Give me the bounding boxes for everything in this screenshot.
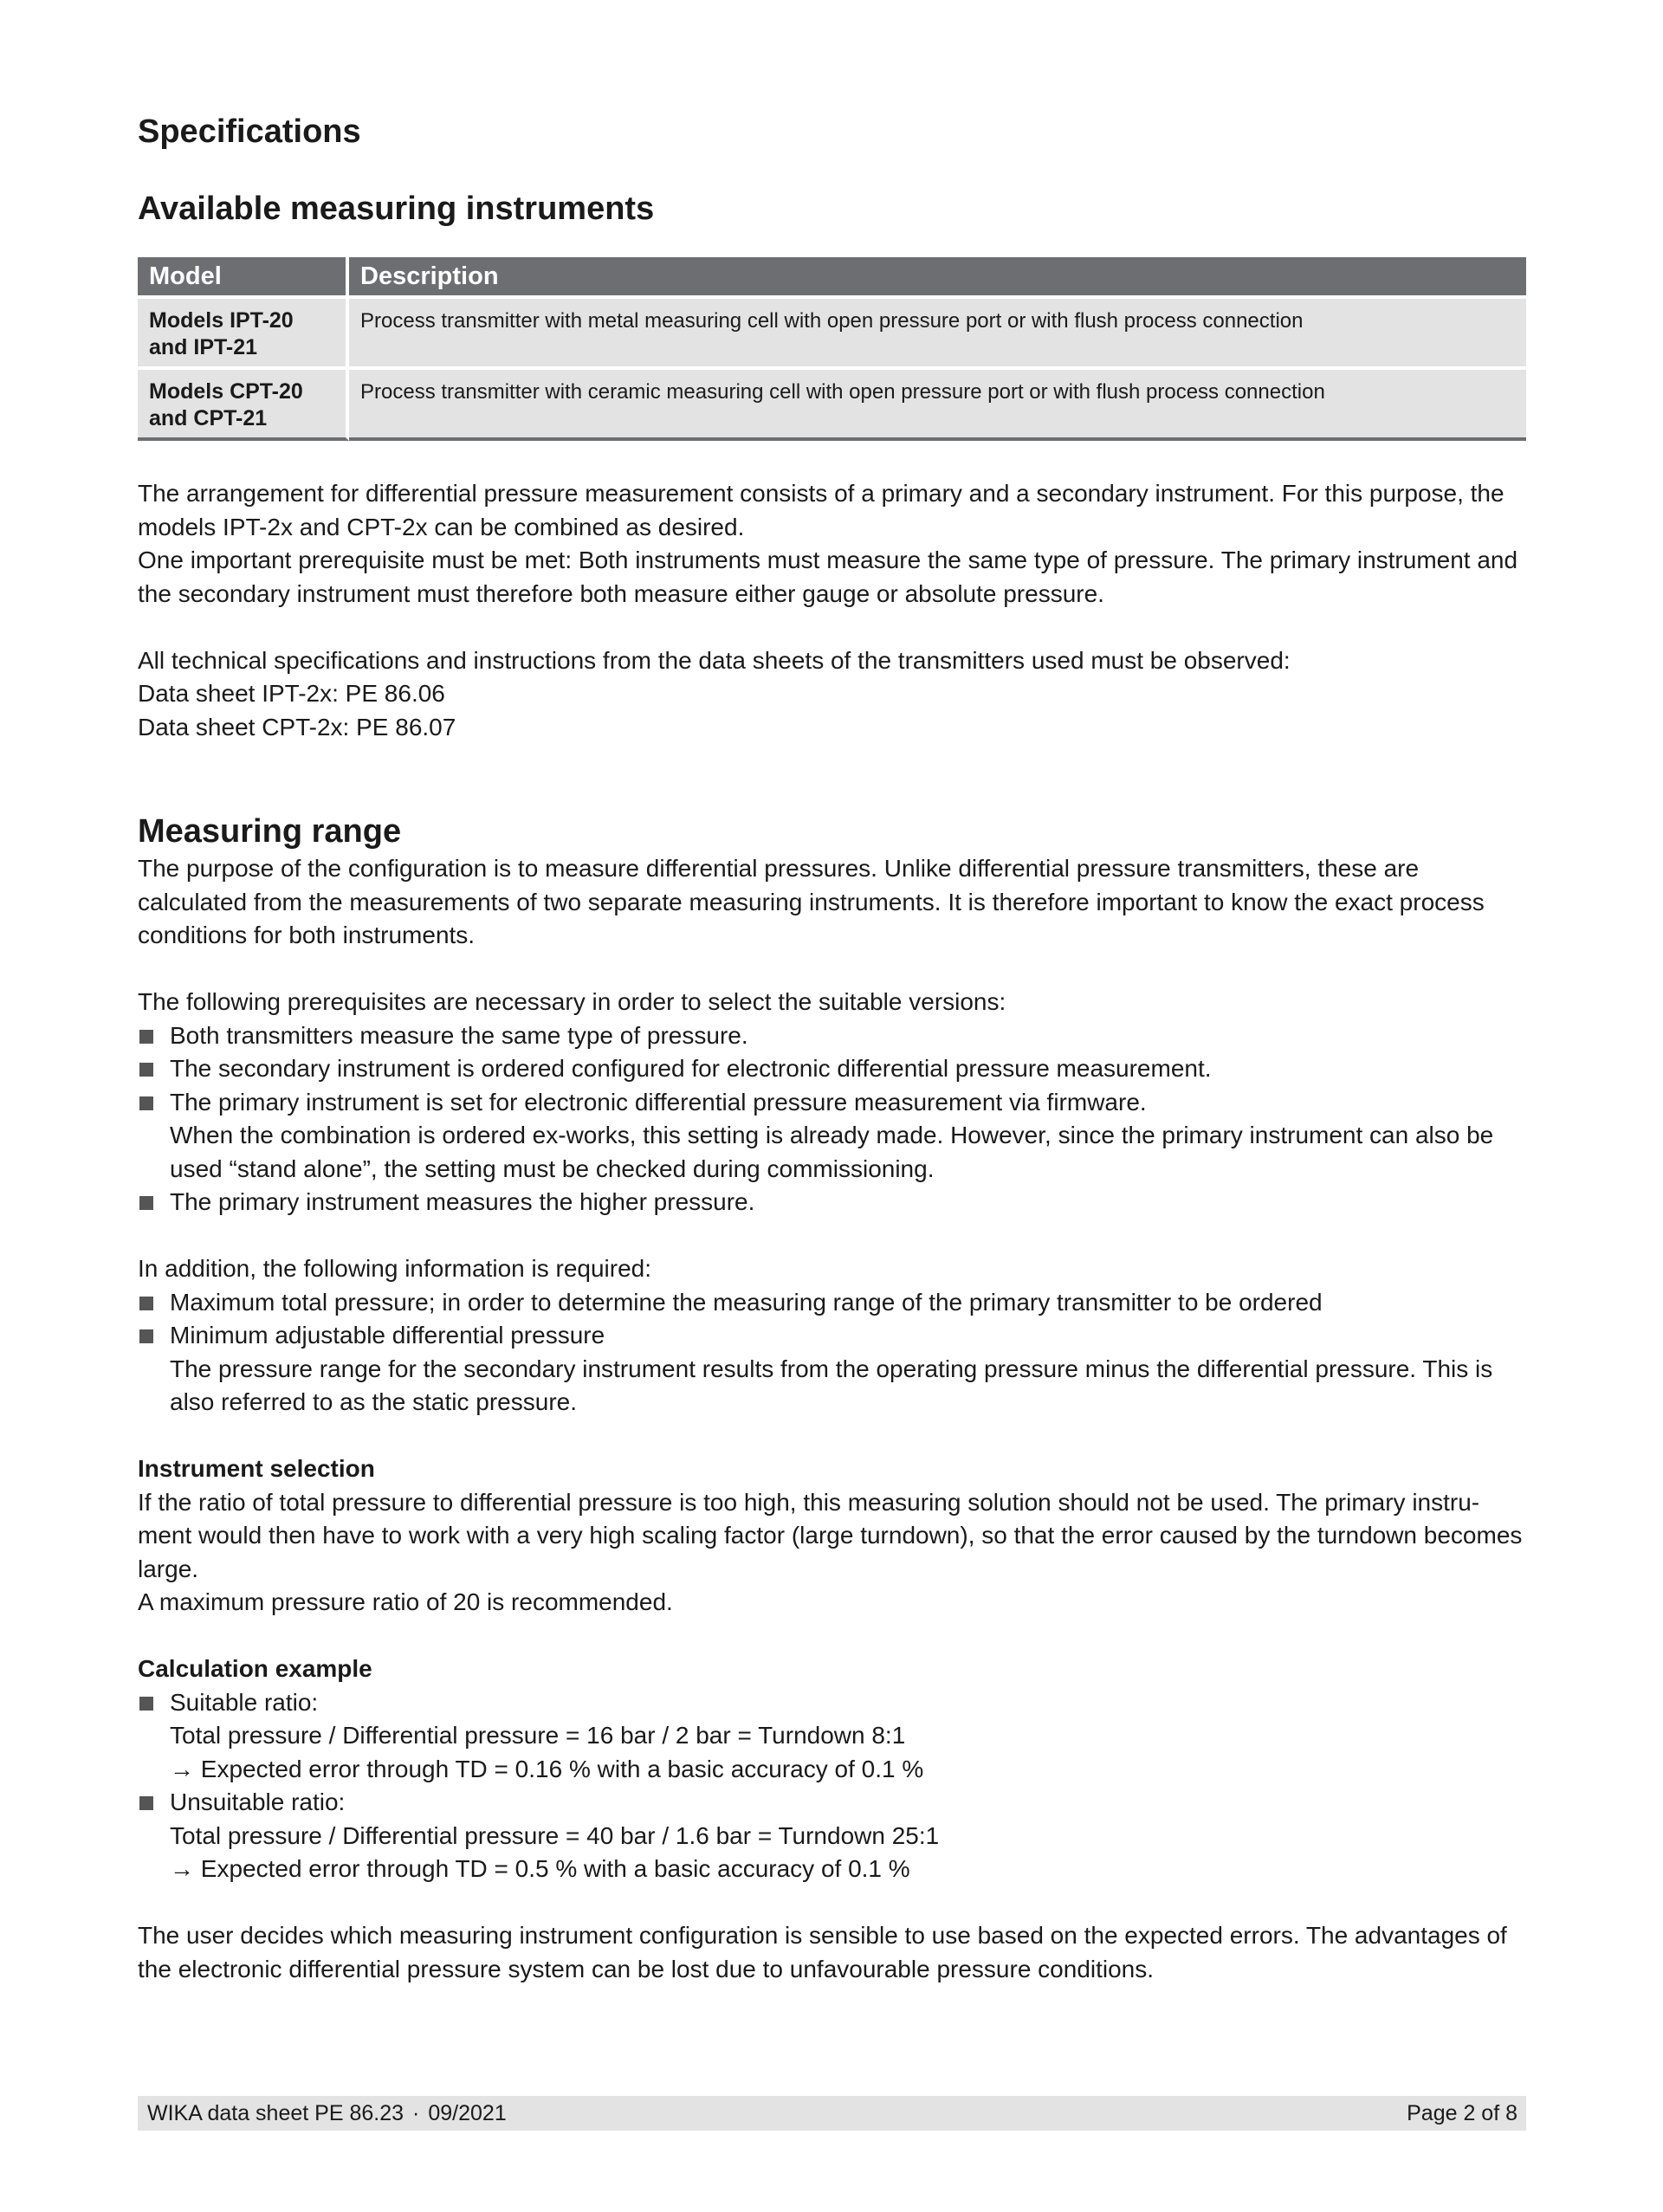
calculation-list [138,1686,1526,1886]
footer-datasheet: WIKA data sheet PE 86.23 [147,2101,404,2125]
info-intro: In addition, the following information is required: [138,1255,652,1282]
list-item [138,1786,1526,1886]
instrument-selection-recommendation: A maximum pressure ratio of 20 is recommended. [138,1588,673,1615]
calculation-example-heading: Calculation example [138,1655,372,1682]
intro-paragraph: The arrangement for differential pressure measurement consists of a primary and a secondary instrument. For this purpose, the models IPT-2x and CPT-2x can be combined as desired. [138,480,1504,540]
footer-date: 09/2021 [428,2101,507,2125]
calc-formula: Total pressure / Differential pressure = 16 bar / 2 bar = Turndown 8:1 [170,1722,906,1749]
list-item-note: When the combination is ordered ex-works, this setting is already made. However, since the primary instrument can also be used “stand alone”, the setting must be checked during commissioning. [170,1122,1494,1182]
measuring-range-section [138,852,1526,1986]
calc-label: Suitable ratio: [170,1688,319,1716]
list-item-text: Minimum adjustable differential pressure [170,1322,605,1349]
datasheet-ipt: Data sheet IPT-2x: PE 86.06 [138,680,445,707]
list-item: Both transmitters measure the same type of pressure. [138,1019,1526,1053]
list-item-text: The primary instrument is set for electronic differential pressure measurement via firmware. [170,1088,1147,1116]
table-row [138,366,1526,441]
table-cell-description: Process transmitter with ceramic measuring cell with open pressure port or with flush process connection [349,366,1526,441]
calc-label: Unsuitable ratio: [170,1788,346,1815]
list-item [138,1086,1526,1187]
list-item [138,1319,1526,1420]
intro-section [138,477,1526,744]
prerequisites-list [138,1019,1526,1219]
intro-prerequisite-paragraph: One important prerequisite must be met: Both instruments must measure the same type of pressure. The primary instrument and the secondary instrument must therefore both measure either gauge or absolute pressure. [138,547,1518,607]
datasheet-cpt: Data sheet CPT-2x: PE 86.07 [138,713,456,741]
list-item: The secondary instrument is ordered configured for electronic differential pressure measurement. [138,1052,1526,1086]
table-cell-description: Process transmitter with metal measuring cell with open pressure port or with flush process connection [349,295,1526,366]
list-item-note: The pressure range for the secondary instrument results from the operating pressure minus the differential pressure. This is also referred to as the static pressure. [170,1355,1493,1415]
page-title: Specifications [138,113,361,150]
footer-page-number: Page 2 of 8 [1407,2101,1517,2125]
table-header-description: Description [349,257,1526,295]
table-header-model: Model [138,257,349,295]
measuring-range-paragraph: The purpose of the configuration is to measure differential pressures. Unlike differential pressure transmitters, these are calculated from the measurements of two separate measuring instruments. It is therefore important to know the exact process conditions for both instruments. [138,855,1485,948]
calc-formula: Total pressure / Differential pressure = 40 bar / 1.6 bar = Turndown 25:1 [170,1821,940,1849]
calc-result: → Expected error through TD = 0.5 % with a basic accuracy of 0.1 % [170,1855,910,1882]
section-heading-instruments: Available measuring instruments [138,191,655,227]
datasheet-note: All technical specifications and instructions from the data sheets of the transmitters used must be observed: [138,646,1291,674]
instrument-selection-paragraph: If the ratio of total pressure to differential pressure is too high, this measuring solution should not be used. The primary instru-ment would then have to work with a very high scaling factor (large turndown), so that the error caused by the turndown becomes large. [138,1488,1523,1582]
footer-left [147,2096,507,2131]
instruments-table [138,257,1526,441]
footer-separator: · [412,2101,420,2125]
info-list [138,1286,1526,1420]
list-item: The primary instrument measures the higher pressure. [138,1186,1526,1219]
page-footer [138,2096,1526,2131]
instrument-selection-heading: Instrument selection [138,1455,375,1482]
closing-paragraph: The user decides which measuring instrument configuration is sensible to use based on the expected errors. The advantages of the electronic differential pressure system can be lost due to unfavourable pressure conditions. [138,1922,1507,1982]
prerequisites-intro: The following prerequisites are necessary in order to select the suitable versions: [138,988,1006,1015]
calc-result: → Expected error through TD = 0.16 % with a basic accuracy of 0.1 % [170,1755,924,1782]
list-item: Maximum total pressure; in order to determine the measuring range of the primary transmitter to be ordered [138,1286,1526,1320]
table-row [138,295,1526,366]
table-cell-model: Models IPT-20 and IPT-21 [138,295,349,366]
section-heading-measuring-range: Measuring range [138,813,402,850]
table-cell-model: Models CPT-20 and CPT-21 [138,366,349,441]
list-item [138,1686,1526,1787]
